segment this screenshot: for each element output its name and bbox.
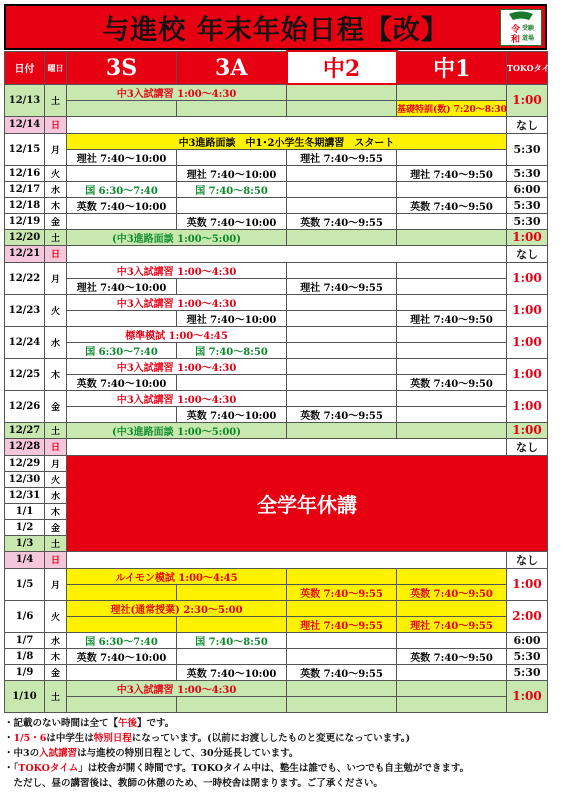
header-toko: TOKOタイム開始 (507, 51, 548, 84)
empty-cell (397, 632, 507, 648)
note-3 (4, 746, 547, 761)
date-cell: 12/16 (5, 165, 45, 181)
table-row (5, 390, 548, 406)
note-text: 】です。 (137, 717, 175, 729)
empty-cell (287, 390, 397, 406)
table-row (5, 229, 548, 245)
class-cell: 英数 7:40～9:50 (397, 374, 507, 390)
empty-cell (67, 116, 507, 133)
date-cell: 12/25 (5, 358, 45, 390)
date-cell: 12/24 (5, 326, 45, 358)
event-cell: 中3進路面談 中1･2小学生冬期講習 スタート (67, 133, 507, 149)
toko-cell: 6:00 (507, 632, 548, 648)
class-cell: 理社 7:40～9:50 (397, 310, 507, 326)
toko-cell: 1:00 (507, 294, 548, 326)
weekday-cell: 水 (45, 632, 67, 648)
header-3s: 3S (67, 51, 177, 84)
date-cell: 1/1 (5, 503, 45, 519)
date-cell: 12/17 (5, 181, 45, 197)
weekday-cell: 日 (45, 438, 67, 455)
note-text: 」は校舎が開く時間です。TOKOタイム中は、塾生は誰でも、いつでも自主勉ができます。 (78, 762, 470, 774)
table-row (5, 245, 548, 262)
logo (500, 9, 542, 46)
table-row (5, 133, 548, 149)
empty-cell (397, 390, 507, 406)
table-row (5, 551, 548, 568)
weekday-cell: 月 (45, 133, 67, 165)
class-cell: 英数 7:40～9:50 (397, 197, 507, 213)
note-5: ただし、昼の講習後は、教師の休憩のため、一時校舎は閉まります。ご了承ください。 (4, 777, 383, 789)
empty-cell (287, 680, 397, 696)
table-row (5, 584, 548, 600)
weekday-cell: 土 (45, 422, 67, 438)
class-cell: 国 6:30～7:40 (67, 181, 177, 197)
note-2 (4, 731, 547, 746)
table-row (5, 197, 548, 213)
empty-cell (397, 229, 507, 245)
table-row (5, 374, 548, 390)
class-cell: 国 7:40～8:50 (177, 342, 287, 358)
empty-cell (67, 245, 507, 262)
toko-cell: 1:00 (507, 262, 548, 294)
toko-cell: 2:00 (507, 600, 548, 632)
empty-cell (67, 310, 177, 326)
date-cell: 12/31 (5, 487, 45, 503)
note-4 (4, 761, 547, 776)
empty-cell (397, 358, 507, 374)
table-row (5, 181, 548, 197)
notes (4, 716, 547, 791)
class-cell: 英数 7:40～10:00 (177, 664, 287, 680)
class-cell: 国 6:30～7:40 (67, 632, 177, 648)
toko-cell: 1:00 (507, 568, 548, 600)
weekday-cell: 金 (45, 213, 67, 229)
empty-cell (287, 197, 397, 213)
table-row (5, 165, 548, 181)
empty-cell (287, 358, 397, 374)
weekday-cell: 木 (45, 648, 67, 664)
empty-cell (397, 278, 507, 294)
class-cell: 理社 7:40～10:00 (67, 149, 177, 165)
toko-cell: 1:00 (507, 680, 548, 712)
toko-cell: 1:00 (507, 422, 548, 438)
table-row (5, 568, 548, 584)
empty-cell (287, 422, 397, 438)
empty-cell (287, 100, 397, 116)
date-cell: 1/8 (5, 648, 45, 664)
weekday-cell: 月 (45, 455, 67, 471)
empty-cell (397, 406, 507, 422)
empty-cell (67, 616, 177, 632)
empty-cell (67, 438, 507, 455)
empty-cell (287, 632, 397, 648)
event-cell: 中3入試講習 1:00～4:30 (67, 680, 287, 696)
date-cell: 12/28 (5, 438, 45, 455)
empty-cell (177, 584, 287, 600)
empty-cell (397, 342, 507, 358)
weekday-cell: 木 (45, 503, 67, 519)
weekday-cell: 日 (45, 245, 67, 262)
class-cell: 英数 7:40～9:55 (287, 664, 397, 680)
empty-cell (397, 294, 507, 310)
date-cell: 12/19 (5, 213, 45, 229)
empty-cell (177, 374, 287, 390)
empty-cell (177, 197, 287, 213)
empty-cell (67, 664, 177, 680)
table-row (5, 326, 548, 342)
date-cell: 12/27 (5, 422, 45, 438)
weekday-cell: 水 (45, 326, 67, 358)
empty-cell (397, 84, 507, 100)
table-row (5, 262, 548, 278)
table-row (5, 422, 548, 438)
empty-cell (177, 100, 287, 116)
schedule-table (4, 50, 573, 713)
svg-text:令: 令 (511, 25, 521, 35)
empty-cell (287, 326, 397, 342)
empty-cell (397, 262, 507, 278)
table-row (5, 100, 548, 116)
svg-text:道場: 道場 (522, 35, 535, 42)
class-cell: 理社 7:40～9:55 (287, 149, 397, 165)
table-row (5, 616, 548, 632)
empty-cell (397, 181, 507, 197)
empty-cell (287, 568, 397, 584)
empty-cell (177, 278, 287, 294)
event-cell: ルイモン模試 1:00～4:45 (67, 568, 287, 584)
table-row (5, 116, 548, 133)
note-highlight: 入試講習 (39, 747, 78, 759)
weekday-cell: 火 (45, 471, 67, 487)
title-bar (4, 4, 547, 50)
table-row (5, 648, 548, 664)
toko-cell: 5:30 (507, 197, 548, 213)
empty-cell (67, 551, 507, 568)
table-row (5, 213, 548, 229)
empty-cell (67, 696, 177, 712)
weekday-cell: 木 (45, 358, 67, 390)
empty-cell (287, 648, 397, 664)
empty-cell (287, 229, 397, 245)
class-cell: 英数 7:40～10:00 (67, 648, 177, 664)
event-cell: 中3入試講習 1:00～4:30 (67, 294, 287, 310)
note-text: ・中3の (4, 747, 40, 759)
weekday-cell: 土 (45, 535, 67, 551)
event-cell: 中3入試講習 1:00～4:30 (67, 84, 287, 100)
empty-cell (287, 696, 397, 712)
empty-cell (67, 584, 177, 600)
table-row (5, 406, 548, 422)
class-cell: 英数 7:40～9:50 (397, 584, 507, 600)
table-row (5, 600, 548, 616)
date-cell: 12/29 (5, 455, 45, 471)
class-cell: 国 6:30～7:40 (67, 342, 177, 358)
empty-cell (287, 84, 397, 100)
weekday-cell: 火 (45, 600, 67, 632)
toko-cell: 1:00 (507, 390, 548, 422)
header-row (5, 51, 548, 84)
note-highlight: 1/5・6 (13, 732, 47, 744)
toko-cell: 1:00 (507, 358, 548, 390)
empty-cell (397, 696, 507, 712)
empty-cell (397, 680, 507, 696)
schedule-page (4, 4, 573, 791)
date-cell: 1/2 (5, 519, 45, 535)
table-row (5, 438, 548, 455)
note-text: は中学生は (46, 732, 94, 744)
note-text: になっています。(以前にお渡ししたものと変更になっています。) (131, 732, 411, 744)
date-cell: 1/7 (5, 632, 45, 648)
empty-cell (67, 165, 177, 181)
class-cell: 英数 7:40～10:00 (67, 197, 177, 213)
toko-cell: なし (507, 438, 548, 455)
date-cell: 12/20 (5, 229, 45, 245)
table-row (5, 342, 548, 358)
class-cell: 英数 7:40～9:55 (287, 213, 397, 229)
event-cell: 中3入試講習 1:00～4:30 (67, 262, 287, 278)
weekday-cell: 月 (45, 568, 67, 600)
weekday-cell: 水 (45, 487, 67, 503)
table-row (5, 84, 548, 100)
header-date: 日付 (5, 51, 45, 84)
toko-cell: なし (507, 245, 548, 262)
class-cell: 英数 7:40～9:55 (287, 406, 397, 422)
note-text: ・「 (4, 762, 19, 774)
class-cell: 理社 7:40～10:00 (177, 165, 287, 181)
date-cell: 12/21 (5, 245, 45, 262)
toko-cell: 5:30 (507, 133, 548, 165)
class-cell: 理社 7:40～9:55 (397, 616, 507, 632)
class-cell: 国 7:40～8:50 (177, 632, 287, 648)
event-cell: 中3入試講習 1:00～4:30 (67, 390, 287, 406)
table-row (5, 149, 548, 165)
class-cell: 英数 7:40～9:55 (287, 584, 397, 600)
header-chu2: 中2 (287, 51, 397, 84)
event-cell: (中3進路面談 1:00～5:00) (67, 422, 287, 438)
date-cell: 12/15 (5, 133, 45, 165)
note-highlight: TOKOタイム (18, 762, 79, 774)
header-chu1: 中1 (397, 51, 507, 84)
empty-cell (397, 664, 507, 680)
holiday-banner: 全学年休講 (67, 455, 548, 551)
class-cell: 英数 7:40～9:50 (397, 648, 507, 664)
class-cell: 理社 7:40～9:55 (287, 278, 397, 294)
class-cell: 英数 7:40～10:00 (177, 406, 287, 422)
weekday-cell: 火 (45, 294, 67, 326)
empty-cell (287, 262, 397, 278)
toko-cell: 1:00 (507, 229, 548, 245)
class-cell: 理社 7:40～10:00 (177, 310, 287, 326)
event-cell: (中3進路面談 1:00～5:00) (67, 229, 287, 245)
empty-cell (287, 342, 397, 358)
empty-cell (287, 181, 397, 197)
weekday-cell: 日 (45, 551, 67, 568)
empty-cell (397, 149, 507, 165)
date-cell: 12/23 (5, 294, 45, 326)
event-cell: 中3入試講習 1:00～4:30 (67, 358, 287, 374)
empty-cell (177, 149, 287, 165)
empty-cell (177, 696, 287, 712)
empty-cell (67, 100, 177, 116)
table-row (5, 455, 548, 471)
empty-cell (397, 600, 507, 616)
weekday-cell: 水 (45, 181, 67, 197)
weekday-cell: 土 (45, 229, 67, 245)
date-cell: 12/30 (5, 471, 45, 487)
empty-cell (67, 406, 177, 422)
empty-cell (397, 568, 507, 584)
table-row (5, 358, 548, 374)
date-cell: 1/9 (5, 664, 45, 680)
svg-text:和: 和 (511, 35, 521, 45)
empty-cell (287, 310, 397, 326)
empty-cell (177, 648, 287, 664)
svg-text:受験: 受験 (522, 25, 535, 32)
event-cell: 理社(通常授業) 2:30～5:00 (67, 600, 287, 616)
date-cell: 1/3 (5, 535, 45, 551)
table-row (5, 278, 548, 294)
header-3a: 3A (177, 51, 287, 84)
empty-cell (287, 374, 397, 390)
weekday-cell: 土 (45, 680, 67, 712)
header-weekday: 曜日 (45, 51, 67, 84)
toko-cell: なし (507, 116, 548, 133)
toko-cell: 6:00 (507, 181, 548, 197)
toko-cell: 5:30 (507, 664, 548, 680)
date-cell: 12/22 (5, 262, 45, 294)
note-highlight: 特別日程 (93, 732, 132, 744)
table-row (5, 664, 548, 680)
table-row (5, 310, 548, 326)
logo-icon (501, 10, 541, 45)
table-row (5, 294, 548, 310)
date-cell: 12/18 (5, 197, 45, 213)
class-cell: 国 7:40～8:50 (177, 181, 287, 197)
class-cell: 理社 7:40～9:50 (397, 165, 507, 181)
date-cell: 1/5 (5, 568, 45, 600)
date-cell: 1/10 (5, 680, 45, 712)
empty-cell (397, 422, 507, 438)
toko-cell: 5:30 (507, 165, 548, 181)
note-text: ・記載のない時間は全て【 (4, 717, 119, 729)
date-cell: 12/13 (5, 84, 45, 116)
note-text: は与進校の特別日程として、30分延長しています。 (77, 747, 299, 759)
date-cell: 1/6 (5, 600, 45, 632)
empty-cell (287, 600, 397, 616)
toko-cell: 1:00 (507, 326, 548, 358)
class-cell: 理社 7:40～10:00 (67, 278, 177, 294)
weekday-cell: 木 (45, 197, 67, 213)
weekday-cell: 日 (45, 116, 67, 133)
table-row (5, 680, 548, 696)
empty-cell (67, 213, 177, 229)
empty-cell (177, 616, 287, 632)
toko-cell: 5:30 (507, 648, 548, 664)
weekday-cell: 金 (45, 390, 67, 422)
weekday-cell: 金 (45, 519, 67, 535)
class-cell: 理社 7:40～9:55 (287, 616, 397, 632)
empty-cell (287, 165, 397, 181)
note-highlight: 午後 (118, 717, 138, 729)
weekday-cell: 月 (45, 262, 67, 294)
toko-cell: なし (507, 551, 548, 568)
weekday-cell: 金 (45, 664, 67, 680)
event-cell: 標準模試 1:00～4:45 (67, 326, 287, 342)
date-cell: 1/4 (5, 551, 45, 568)
date-cell: 12/14 (5, 116, 45, 133)
page-title: 与進校 年末年始日程【改】 (102, 14, 449, 46)
weekday-cell: 土 (45, 84, 67, 116)
date-cell: 12/26 (5, 390, 45, 422)
note-text: ・ (4, 732, 14, 744)
class-cell: 英数 7:40～10:00 (67, 374, 177, 390)
table-row (5, 632, 548, 648)
empty-cell (287, 294, 397, 310)
table-row (5, 696, 548, 712)
toko-cell: 5:30 (507, 213, 548, 229)
weekday-cell: 火 (45, 165, 67, 181)
event-cell: 基礎特訓(数) 7:20～8:30 (397, 100, 507, 116)
empty-cell (397, 213, 507, 229)
toko-cell: 1:00 (507, 84, 548, 116)
class-cell: 英数 7:40～10:00 (177, 213, 287, 229)
note-1 (4, 716, 547, 731)
empty-cell (397, 326, 507, 342)
